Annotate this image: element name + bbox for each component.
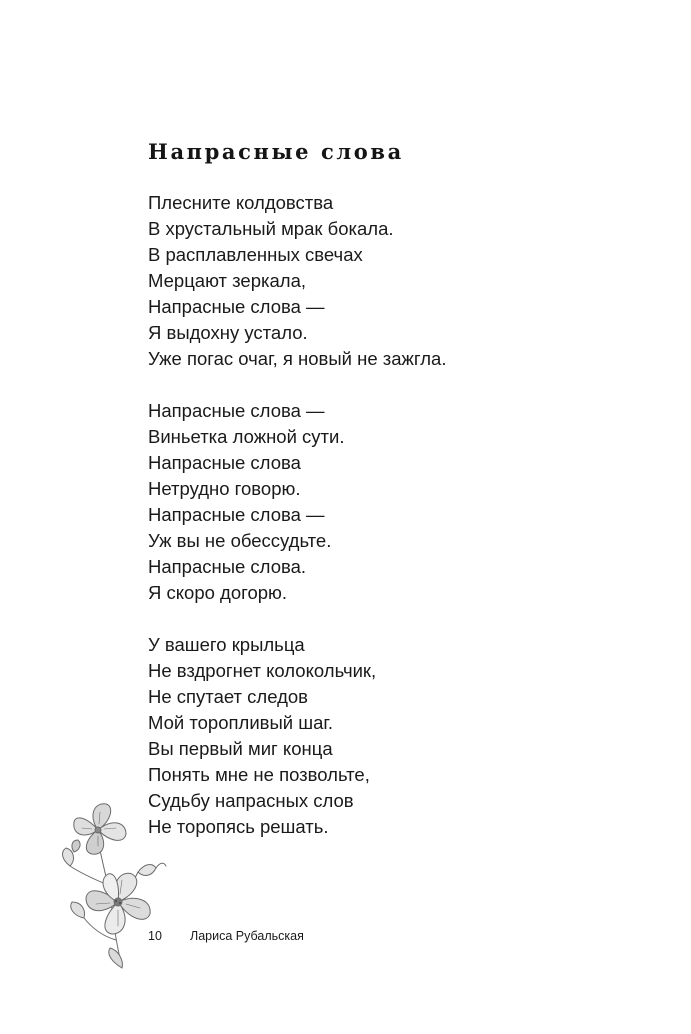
poem-line: Напрасные слова bbox=[148, 452, 301, 473]
poem-line: Мой торопливый шаг. bbox=[148, 712, 334, 733]
poem-line: Я выдохну устало. bbox=[148, 322, 308, 343]
poem-line: Не вздрогнет колокольчик, bbox=[148, 660, 377, 681]
poem-line: Плесните колдовства bbox=[148, 192, 334, 213]
poem-line: Напрасные слова. bbox=[148, 556, 307, 577]
poem-line: Напрасные слова — bbox=[148, 504, 325, 525]
author-name: Лариса Рубальская bbox=[190, 929, 304, 943]
stanza-3 bbox=[148, 632, 608, 840]
poem-line: У вашего крыльца bbox=[148, 634, 305, 655]
poem-line: Понять мне не позвольте, bbox=[148, 764, 370, 785]
stanza-2 bbox=[148, 398, 608, 606]
page-number: 10 bbox=[148, 929, 162, 943]
page-footer bbox=[148, 928, 304, 944]
poem-line: Уже погас очаг, я новый не зажгла. bbox=[148, 348, 447, 369]
poem-line: Судьбу напрасных слов bbox=[148, 790, 354, 811]
poem-line: Я скоро догорю. bbox=[148, 582, 288, 603]
poem-line: Нетрудно говорю. bbox=[148, 478, 301, 499]
poem-body bbox=[148, 190, 608, 840]
poem-line: Не торопясь решать. bbox=[148, 816, 329, 837]
poem-line: Вы первый миг конца bbox=[148, 738, 333, 759]
poem-line: В хрустальный мрак бокала. bbox=[148, 218, 394, 239]
poem-line: Напрасные слова — bbox=[148, 296, 325, 317]
poem-line: Виньетка ложной сути. bbox=[148, 426, 345, 447]
poem-line: Напрасные слова — bbox=[148, 400, 325, 421]
poem-line: Мерцают зеркала, bbox=[148, 270, 307, 291]
poem-title: Напрасные слова bbox=[148, 139, 404, 164]
poem-line: Не спутает следов bbox=[148, 686, 308, 707]
poem-line: Уж вы не обессудьте. bbox=[148, 530, 332, 551]
stanza-1 bbox=[148, 190, 608, 372]
poem-line: В расплавленных свечах bbox=[148, 244, 363, 265]
